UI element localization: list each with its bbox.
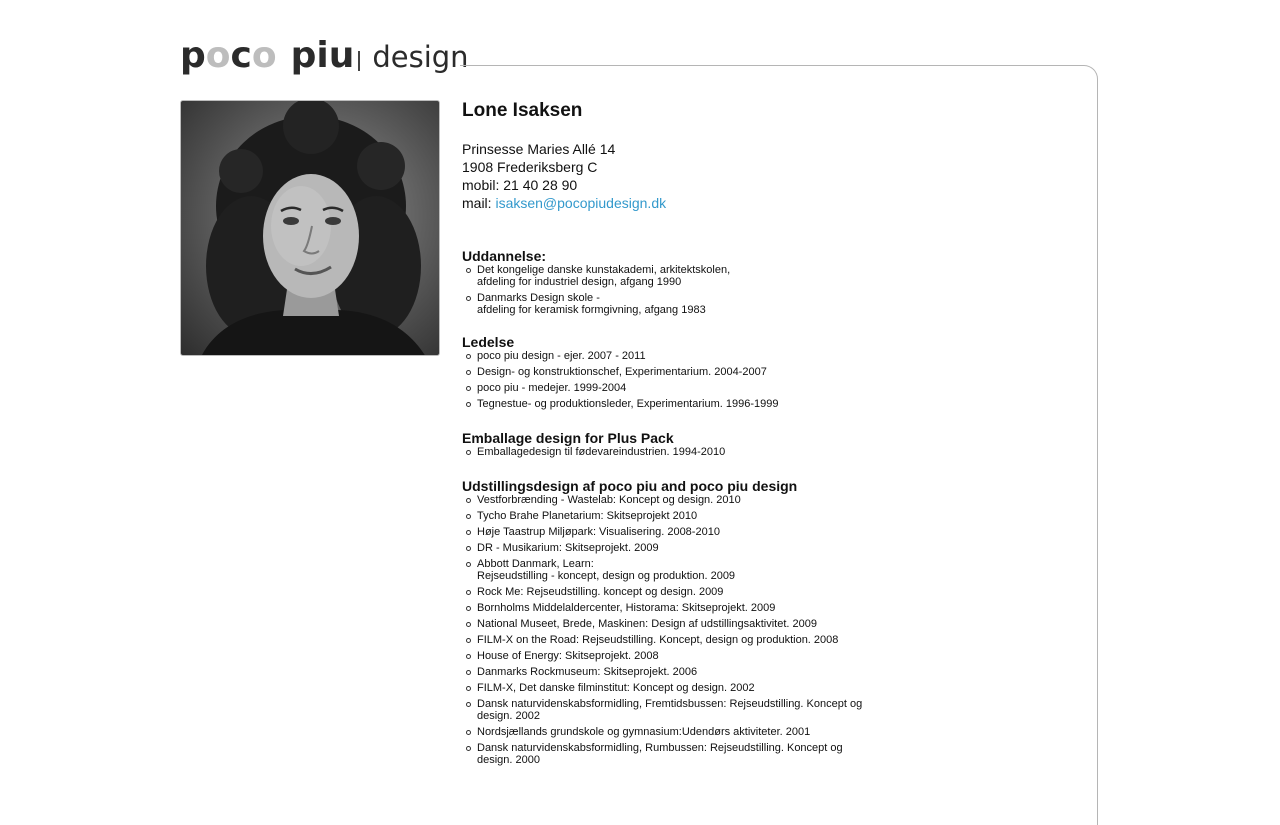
list-item-line: Tycho Brahe Planetarium: Skitseprojekt 2010 [477,510,698,522]
list-item [477,542,882,554]
city-postcode: 1908 Frederiksberg C [462,159,598,175]
list-item-line: Rejseudstilling - koncept, design og produktion. 2009 [477,570,736,582]
list-item [477,618,882,630]
list-item-line: FILM-X, Det danske filminstitut: Koncept og design. 2002 [477,682,755,694]
management-heading: Ledelse [462,334,515,350]
education-section [462,248,882,316]
logo-word-design: design [372,40,469,74]
list-item-line: Rock Me: Rejseudstilling. koncept og design. 2009 [477,586,724,598]
list-item-line: Bornholms Middelaldercenter, Historama: Skitseprojekt. 2009 [477,602,776,614]
list-item [477,494,882,506]
list-item [477,742,882,766]
list-item [477,558,882,582]
list-item: Design- og konstruktionschef, Experimentarium. 2004-2007 [477,366,882,378]
street-address: Prinsesse Maries Allé 14 [462,141,616,157]
list-item: Tegnestue- og produktionsleder, Experimentarium. 1996-1999 [477,398,882,410]
list-item: Emballagedesign til fødevareindustrien. 1994-2010 [477,446,882,458]
packaging-list [462,446,882,458]
site-logo[interactable] [180,34,469,78]
packaging-section [462,430,882,458]
list-item-line: Nordsjællands grundskole og gymnasium:Udendørs aktiviteter. 2001 [477,726,811,738]
list-item: poco piu design - ejer. 2007 - 2011 [477,350,882,362]
list-item [477,634,882,646]
list-item-line: Danmarks Rockmuseum: Skitseprojekt. 2006 [477,666,698,678]
list-item-line: Vestforbrænding - Wastelab: Koncept og design. 2010 [477,494,741,506]
exhibitions-heading: Udstillingsdesign af poco piu and poco piu design [462,478,798,494]
list-item [477,602,882,614]
list-item-line: design. 2002 [477,710,540,722]
email-label: mail: [462,195,492,211]
list-item-line: Abbott Danmark, Learn: [477,558,594,570]
list-item [477,292,882,316]
list-item [477,666,882,678]
management-section [462,334,882,410]
list-item-line: Høje Taastrup Miljøpark: Visualisering. 2008-2010 [477,526,720,538]
phone-number: mobil: 21 40 28 90 [462,177,578,193]
list-item-line: DR - Musikarium: Skitseprojekt. 2009 [477,542,659,554]
education-list [462,264,882,316]
portrait-photo [180,100,440,356]
logo-letter-o: o [205,35,231,76]
email-row [462,194,882,212]
list-item-line: afdeling for industriel design, afgang 1990 [477,276,682,288]
list-item [477,682,882,694]
portrait-illustration [181,101,440,356]
logo-letter-o-2: o [251,35,277,76]
list-item-line: FILM-X on the Road: Rejseudstilling. Koncept, design og produktion. 2008 [477,634,839,646]
list-item [477,586,882,598]
logo-word-piu: piu [290,35,355,76]
list-item [477,510,882,522]
logo-letter-p: p [180,35,206,76]
list-item [477,264,882,288]
list-item-line: design. 2000 [477,754,540,766]
management-list [462,350,882,410]
list-item-line: afdeling for keramisk formgivning, afgang 1983 [477,304,706,316]
list-item-line: Danmarks Design skole - [477,292,600,304]
list-item-line: National Museet, Brede, Maskinen: Design af udstillingsaktivitet. 2009 [477,618,817,630]
list-item [477,650,882,662]
list-item: poco piu - medejer. 1999-2004 [477,382,882,394]
exhibitions-list [462,494,882,766]
email-link[interactable]: isaksen@pocopiudesign.dk [495,195,667,211]
logo-letter-c: c [230,35,252,76]
list-item [477,698,882,722]
list-item-line: Dansk naturvidenskabsformidling, Rumbussen: Rejseudstilling. Koncept og [477,742,843,754]
list-item [477,726,882,738]
list-item-line: Det kongelige danske kunstakademi, arkitektskolen, [477,264,731,276]
education-heading: Uddannelse: [462,248,547,264]
list-item [477,526,882,538]
packaging-heading: Emballage design for Plus Pack [462,430,674,446]
person-name: Lone Isaksen [462,100,583,121]
list-item-line: Dansk naturvidenskabsformidling, Fremtidsbussen: Rejseudstilling. Koncept og [477,698,863,710]
list-item-line: House of Energy: Skitseprojekt. 2008 [477,650,659,662]
profile-content [462,100,882,770]
contact-info [462,140,882,212]
exhibitions-section [462,478,882,766]
logo-divider [358,51,360,71]
